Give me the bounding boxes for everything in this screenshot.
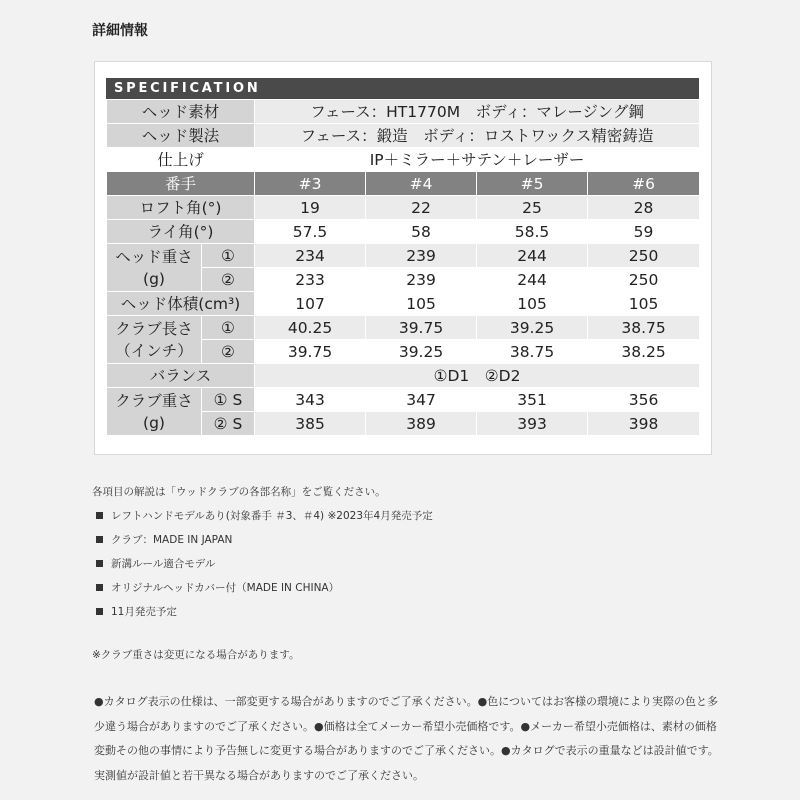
club-length-cell: 38.25 <box>588 340 700 364</box>
footer-disclaimer: ●カタログ表示の仕様は、一部変更する場合がありますのでご了承ください。●色についてはお客様の環境により実際の色と多少違う場合がありますのでご了承ください。●価格は全てメーカー希望小売価格です。●メーカー希望小売価格は、素材の価格変動その他の事情により予告無しに変更する場合がありますのでご了承ください。●カタログで表示の重量などは設計値です。実測値が設計値と若干異なる場合がありますのでご了承ください。 <box>94 695 719 782</box>
club-weight-cell: 398 <box>588 412 700 436</box>
list-item <box>92 604 177 619</box>
lie-cell: 58.5 <box>477 220 588 244</box>
list-item <box>92 556 215 571</box>
club-weight-label-line1: クラブ重さ <box>115 391 193 410</box>
head-weight-sub: ② <box>202 268 255 292</box>
head-weight-cell: 239 <box>366 268 477 292</box>
club-weight-cell: 389 <box>366 412 477 436</box>
club-weight-sub: ① S <box>202 388 255 412</box>
loft-cell: 25 <box>477 196 588 220</box>
club-length-label-line1: クラブ長さ <box>115 319 193 338</box>
club-weight-cell: 347 <box>366 388 477 412</box>
bullet-text: 新溝ルール適合モデル <box>111 558 216 570</box>
loft-cell: 28 <box>588 196 700 220</box>
table-row <box>107 220 700 244</box>
head-material-value: フェース：HT1770M ボディ：マレージング鋼 <box>255 100 700 124</box>
weight-note: ※クラブ重さは変更になる場合があります。 <box>92 649 300 661</box>
list-item <box>92 580 339 595</box>
table-row <box>107 124 700 148</box>
table-row <box>107 244 700 268</box>
table-header-row <box>107 172 700 196</box>
square-bullet-icon <box>96 560 103 567</box>
balance-label: バランス <box>107 364 255 388</box>
head-weight-cell: 244 <box>477 244 588 268</box>
head-weight-cell: 234 <box>255 244 366 268</box>
list-item <box>92 532 232 547</box>
head-weight-cell: 250 <box>588 268 700 292</box>
bullet-text: 11月発売予定 <box>111 606 177 618</box>
club-length-cell: 39.75 <box>366 316 477 340</box>
number-cell: #5 <box>477 172 588 196</box>
table-row <box>107 388 700 412</box>
club-length-sub: ① <box>202 316 255 340</box>
volume-cell: 105 <box>588 292 700 316</box>
club-length-cell: 38.75 <box>588 316 700 340</box>
club-length-cell: 38.75 <box>477 340 588 364</box>
club-length-cell: 40.25 <box>255 316 366 340</box>
square-bullet-icon <box>96 608 103 615</box>
volume-cell: 105 <box>366 292 477 316</box>
finish-value: IP＋ミラー＋サテン＋レーザー <box>255 148 700 172</box>
head-method-value: フェース：鍛造 ボディ：ロストワックス精密鋳造 <box>255 124 700 148</box>
head-weight-label-line1: ヘッド重さ <box>115 247 193 266</box>
club-weight-sub: ② S <box>202 412 255 436</box>
loft-cell: 19 <box>255 196 366 220</box>
club-length-sub: ② <box>202 340 255 364</box>
spec-header: SPECIFICATION <box>106 78 699 99</box>
head-weight-sub: ① <box>202 244 255 268</box>
section-title: 詳細情報 <box>92 23 148 39</box>
club-length-cell: 39.25 <box>366 340 477 364</box>
head-weight-cell: 250 <box>588 244 700 268</box>
club-length-label <box>107 316 202 364</box>
table-row <box>107 148 700 172</box>
loft-cell: 22 <box>366 196 477 220</box>
loft-label: ロフト角(°) <box>107 196 255 220</box>
finish-label: 仕上げ <box>107 148 255 172</box>
head-weight-label <box>107 244 202 292</box>
head-weight-cell: 244 <box>477 268 588 292</box>
square-bullet-icon <box>96 536 103 543</box>
number-cell: #6 <box>588 172 700 196</box>
spec-table <box>106 99 700 436</box>
bullet-text: オリジナルヘッドカバー付（MADE IN CHINA） <box>111 582 340 594</box>
club-weight-cell: 343 <box>255 388 366 412</box>
lie-cell: 59 <box>588 220 700 244</box>
number-cell: #3 <box>255 172 366 196</box>
club-weight-cell: 385 <box>255 412 366 436</box>
lie-cell: 57.5 <box>255 220 366 244</box>
club-length-cell: 39.25 <box>477 316 588 340</box>
bullet-text: クラブ：MADE IN JAPAN <box>111 534 233 546</box>
number-cell: #4 <box>366 172 477 196</box>
number-label: 番手 <box>107 172 255 196</box>
head-weight-label-line2: (g) <box>143 269 165 288</box>
table-row <box>107 100 700 124</box>
lie-label: ライ角(°) <box>107 220 255 244</box>
lie-cell: 58 <box>366 220 477 244</box>
square-bullet-icon <box>96 584 103 591</box>
club-weight-cell: 393 <box>477 412 588 436</box>
table-row <box>107 316 700 340</box>
club-weight-label <box>107 388 202 436</box>
notes-intro: 各項目の解説は「ウッドクラブの各部名称」をご覧ください。 <box>92 486 386 498</box>
table-row <box>107 364 700 388</box>
club-length-cell: 39.75 <box>255 340 366 364</box>
list-item <box>92 508 433 523</box>
bullet-text: レフトハンドモデルあり(対象番手 ＃3、＃4) ※2023年4月発売予定 <box>111 510 433 522</box>
head-weight-cell: 239 <box>366 244 477 268</box>
club-weight-label-line2: (g) <box>143 413 165 432</box>
volume-cell: 105 <box>477 292 588 316</box>
square-bullet-icon <box>96 512 103 519</box>
balance-value: ①D1 ②D2 <box>255 364 700 388</box>
head-method-label: ヘッド製法 <box>107 124 255 148</box>
table-row <box>107 292 700 316</box>
club-weight-cell: 356 <box>588 388 700 412</box>
table-row <box>107 196 700 220</box>
club-weight-cell: 351 <box>477 388 588 412</box>
volume-label: ヘッド体積(cm³) <box>107 292 255 316</box>
head-weight-cell: 233 <box>255 268 366 292</box>
volume-cell: 107 <box>255 292 366 316</box>
head-material-label: ヘッド素材 <box>107 100 255 124</box>
club-length-label-line2: （インチ） <box>115 341 193 360</box>
